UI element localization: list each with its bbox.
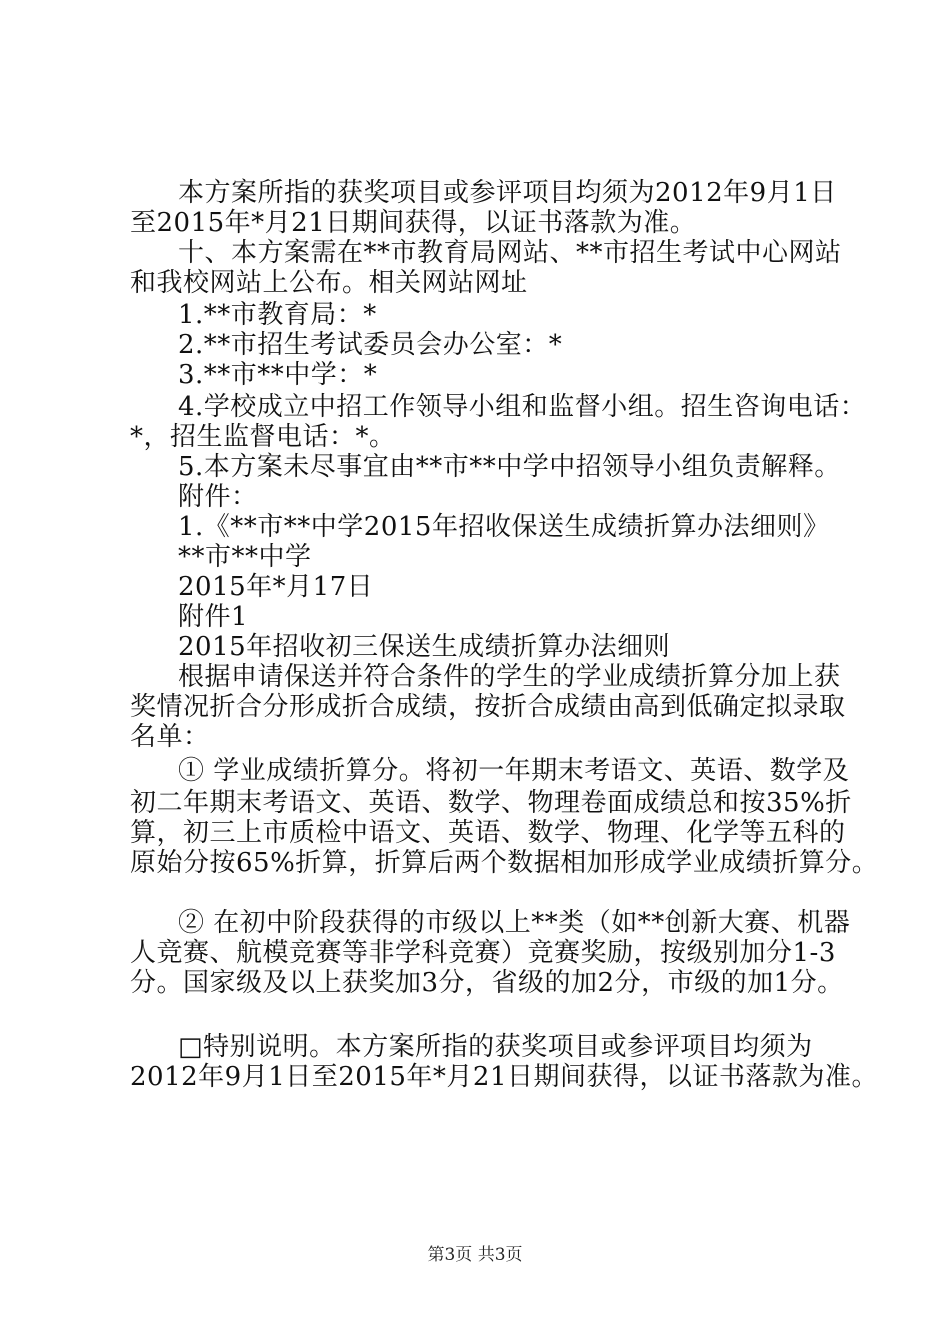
list-item: 3.**市**中学：*: [178, 360, 378, 390]
list-item: 4.学校成立中招工作领导小组和监督小组。招生咨询电话：: [178, 392, 867, 422]
paragraph-line: 至2015年*月21日期间获得，以证书落款为准。: [130, 208, 697, 238]
paragraph-line: 人竞赛、航模竞赛等非学科竞赛）竞赛奖励，按级别加分1-3: [130, 938, 836, 968]
signature-date: 2015年*月17日: [178, 572, 374, 602]
paragraph-line: 本方案所指的获奖项目或参评项目均须为2012年9月1日: [178, 178, 837, 208]
paragraph-line: 分。国家级及以上获奖加3分，省级的加2分，市级的加1分。: [130, 968, 844, 998]
attachment-item: 1.《**市**中学2015年招收保送生成绩折算办法细则》: [178, 512, 830, 542]
signature-org: **市**中学: [178, 542, 312, 572]
list-item: 2.**市招生考试委员会办公室：*: [178, 330, 563, 360]
list-item: 1.**市教育局：*: [178, 300, 377, 330]
paragraph-line: 十、本方案需在**市教育局网站、**市招生考试中心网站: [178, 238, 842, 268]
paragraph-line: 根据申请保送并符合条件的学生的学业成绩折算分加上获: [178, 662, 841, 692]
section-title: 2015年招收初三保送生成绩折算办法细则: [178, 632, 671, 662]
paragraph-line: *，招生监督电话：*。: [130, 422, 396, 452]
page-footer: 第3页 共3页: [427, 1245, 523, 1265]
paragraph-line: □特别说明。本方案所指的获奖项目或参评项目均须为: [178, 1032, 813, 1062]
attachment-heading: 附件：: [178, 482, 258, 512]
paragraph-line: 和我校网站上公布。相关网站网址: [130, 268, 528, 298]
paragraph-line: 2012年9月1日至2015年*月21日期间获得，以证书落款为准。: [130, 1062, 879, 1092]
paragraph-line: 奖情况折合分形成折合成绩，按折合成绩由高到低确定拟录取: [130, 692, 846, 722]
paragraph-line: 初二年期末考语文、英语、数学、物理卷面成绩总和按35%折: [130, 788, 852, 818]
paragraph-line: 原始分按65%折算，折算后两个数据相加形成学业成绩折算分。: [130, 848, 879, 878]
list-item: 5.本方案未尽事宜由**市**中学中招领导小组负责解释。: [178, 452, 841, 482]
paragraph-line: ② 在初中阶段获得的市级以上**类（如**创新大赛、机器: [178, 908, 851, 938]
attachment-label: 附件1: [178, 602, 249, 632]
paragraph-line: ① 学业成绩折算分。将初一年期末考语文、英语、数学及: [178, 756, 850, 786]
paragraph-line: 名单：: [130, 722, 210, 752]
paragraph-line: 算，初三上市质检中语文、英语、数学、物理、化学等五科的: [130, 818, 846, 848]
